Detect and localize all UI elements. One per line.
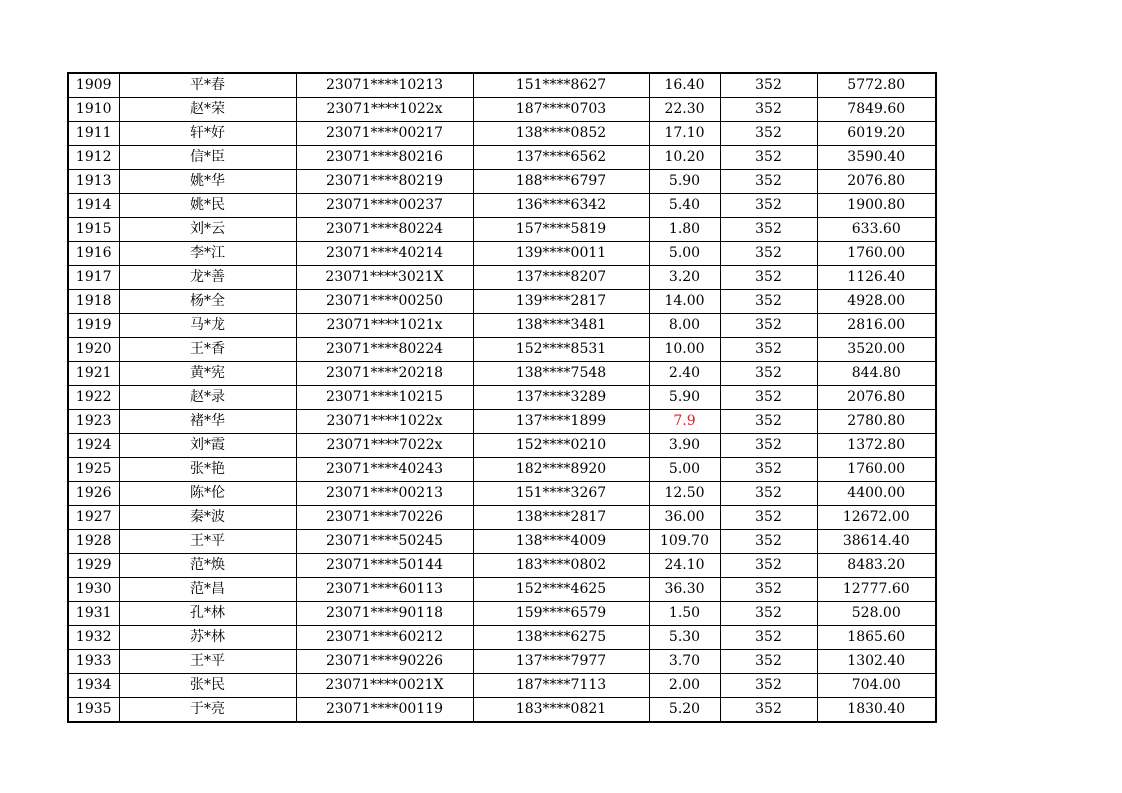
phone-cell: 138****4009 — [473, 530, 649, 554]
amount-cell: 1126.40 — [817, 266, 936, 290]
area-cell: 36.30 — [649, 578, 720, 602]
rate-cell: 352 — [720, 578, 817, 602]
area-cell: 3.20 — [649, 266, 720, 290]
row-number-cell: 1920 — [68, 338, 119, 362]
table-row — [68, 73, 936, 98]
rate-cell: 352 — [720, 530, 817, 554]
row-number-cell: 1925 — [68, 458, 119, 482]
table-row — [68, 650, 936, 674]
phone-cell: 187****0703 — [473, 98, 649, 122]
name-cell: 姚*华 — [119, 170, 296, 194]
row-number-cell: 1930 — [68, 578, 119, 602]
area-cell: 2.00 — [649, 674, 720, 698]
row-number-cell: 1910 — [68, 98, 119, 122]
name-cell: 平*春 — [119, 73, 296, 98]
amount-cell: 2076.80 — [817, 170, 936, 194]
phone-cell: 137****1899 — [473, 410, 649, 434]
rate-cell: 352 — [720, 650, 817, 674]
id-number-cell: 23071****1021x — [296, 314, 473, 338]
amount-cell: 2816.00 — [817, 314, 936, 338]
amount-cell: 1760.00 — [817, 458, 936, 482]
table-row — [68, 98, 936, 122]
row-number-cell: 1923 — [68, 410, 119, 434]
name-cell: 张*艳 — [119, 458, 296, 482]
id-number-cell: 23071****50144 — [296, 554, 473, 578]
rate-cell: 352 — [720, 122, 817, 146]
name-cell: 张*民 — [119, 674, 296, 698]
rate-cell: 352 — [720, 362, 817, 386]
row-number-cell: 1909 — [68, 73, 119, 98]
id-number-cell: 23071****90118 — [296, 602, 473, 626]
rate-cell: 352 — [720, 290, 817, 314]
table-row — [68, 266, 936, 290]
phone-cell: 138****3481 — [473, 314, 649, 338]
amount-cell: 38614.40 — [817, 530, 936, 554]
table-row — [68, 506, 936, 530]
row-number-cell: 1918 — [68, 290, 119, 314]
table-row — [68, 338, 936, 362]
area-cell: 5.00 — [649, 242, 720, 266]
row-number-cell: 1927 — [68, 506, 119, 530]
phone-cell: 183****0821 — [473, 698, 649, 723]
name-cell: 苏*林 — [119, 626, 296, 650]
area-cell: 5.30 — [649, 626, 720, 650]
amount-cell: 1900.80 — [817, 194, 936, 218]
name-cell: 轩*好 — [119, 122, 296, 146]
row-number-cell: 1917 — [68, 266, 119, 290]
area-cell: 8.00 — [649, 314, 720, 338]
amount-cell: 633.60 — [817, 218, 936, 242]
amount-cell: 844.80 — [817, 362, 936, 386]
area-cell: 2.40 — [649, 362, 720, 386]
table-body — [68, 73, 936, 722]
row-number-cell: 1921 — [68, 362, 119, 386]
name-cell: 赵*录 — [119, 386, 296, 410]
id-number-cell: 23071****80219 — [296, 170, 473, 194]
rate-cell: 352 — [720, 482, 817, 506]
amount-cell: 2780.80 — [817, 410, 936, 434]
rate-cell: 352 — [720, 506, 817, 530]
name-cell: 马*龙 — [119, 314, 296, 338]
name-cell: 杨*全 — [119, 290, 296, 314]
table-row — [68, 698, 936, 723]
phone-cell: 137****3289 — [473, 386, 649, 410]
area-cell: 16.40 — [649, 73, 720, 98]
phone-cell: 139****2817 — [473, 290, 649, 314]
name-cell: 秦*波 — [119, 506, 296, 530]
phone-cell: 137****6562 — [473, 146, 649, 170]
name-cell: 姚*民 — [119, 194, 296, 218]
area-cell: 22.30 — [649, 98, 720, 122]
row-number-cell: 1924 — [68, 434, 119, 458]
table-row — [68, 578, 936, 602]
row-number-cell: 1934 — [68, 674, 119, 698]
id-number-cell: 23071****00237 — [296, 194, 473, 218]
phone-cell: 138****0852 — [473, 122, 649, 146]
amount-cell: 6019.20 — [817, 122, 936, 146]
name-cell: 褚*华 — [119, 410, 296, 434]
name-cell: 王*香 — [119, 338, 296, 362]
id-number-cell: 23071****90226 — [296, 650, 473, 674]
area-cell: 3.90 — [649, 434, 720, 458]
phone-cell: 138****6275 — [473, 626, 649, 650]
id-number-cell: 23071****40243 — [296, 458, 473, 482]
id-number-cell: 23071****1022x — [296, 98, 473, 122]
rate-cell: 352 — [720, 602, 817, 626]
id-number-cell: 23071****10213 — [296, 73, 473, 98]
id-number-cell: 23071****00250 — [296, 290, 473, 314]
amount-cell: 8483.20 — [817, 554, 936, 578]
area-cell: 10.00 — [649, 338, 720, 362]
table-row — [68, 314, 936, 338]
id-number-cell: 23071****10215 — [296, 386, 473, 410]
phone-cell: 136****6342 — [473, 194, 649, 218]
amount-cell: 528.00 — [817, 602, 936, 626]
id-number-cell: 23071****70226 — [296, 506, 473, 530]
table-row — [68, 434, 936, 458]
row-number-cell: 1916 — [68, 242, 119, 266]
area-cell: 5.00 — [649, 458, 720, 482]
table-row — [68, 146, 936, 170]
name-cell: 龙*善 — [119, 266, 296, 290]
table-row — [68, 122, 936, 146]
amount-cell: 4400.00 — [817, 482, 936, 506]
table-row — [68, 218, 936, 242]
rate-cell: 352 — [720, 73, 817, 98]
id-number-cell: 23071****1022x — [296, 410, 473, 434]
rate-cell: 352 — [720, 410, 817, 434]
phone-cell: 137****8207 — [473, 266, 649, 290]
phone-cell: 182****8920 — [473, 458, 649, 482]
table-row — [68, 410, 936, 434]
area-cell: 5.90 — [649, 386, 720, 410]
name-cell: 王*平 — [119, 650, 296, 674]
amount-cell: 1760.00 — [817, 242, 936, 266]
amount-cell: 704.00 — [817, 674, 936, 698]
table-row — [68, 482, 936, 506]
area-cell: 5.20 — [649, 698, 720, 723]
table-row — [68, 626, 936, 650]
rate-cell: 352 — [720, 170, 817, 194]
rate-cell: 352 — [720, 554, 817, 578]
phone-cell: 159****6579 — [473, 602, 649, 626]
area-cell: 1.50 — [649, 602, 720, 626]
rate-cell: 352 — [720, 242, 817, 266]
phone-cell: 138****2817 — [473, 506, 649, 530]
table-row — [68, 530, 936, 554]
phone-cell: 183****0802 — [473, 554, 649, 578]
id-number-cell: 23071****60212 — [296, 626, 473, 650]
name-cell: 黄*宪 — [119, 362, 296, 386]
id-number-cell: 23071****20218 — [296, 362, 473, 386]
area-cell: 5.90 — [649, 170, 720, 194]
area-cell: 3.70 — [649, 650, 720, 674]
rate-cell: 352 — [720, 146, 817, 170]
area-cell: 36.00 — [649, 506, 720, 530]
name-cell: 范*昌 — [119, 578, 296, 602]
phone-cell: 188****6797 — [473, 170, 649, 194]
row-number-cell: 1935 — [68, 698, 119, 723]
rate-cell: 352 — [720, 266, 817, 290]
amount-cell: 3590.40 — [817, 146, 936, 170]
row-number-cell: 1914 — [68, 194, 119, 218]
phone-cell: 137****7977 — [473, 650, 649, 674]
phone-cell: 152****0210 — [473, 434, 649, 458]
name-cell: 于*亮 — [119, 698, 296, 723]
row-number-cell: 1928 — [68, 530, 119, 554]
rate-cell: 352 — [720, 386, 817, 410]
name-cell: 陈*伦 — [119, 482, 296, 506]
row-number-cell: 1932 — [68, 626, 119, 650]
rate-cell: 352 — [720, 218, 817, 242]
area-cell: 1.80 — [649, 218, 720, 242]
table-row — [68, 674, 936, 698]
phone-cell: 151****3267 — [473, 482, 649, 506]
table-row — [68, 170, 936, 194]
area-cell: 17.10 — [649, 122, 720, 146]
phone-cell: 138****7548 — [473, 362, 649, 386]
name-cell: 王*平 — [119, 530, 296, 554]
row-number-cell: 1911 — [68, 122, 119, 146]
table-row — [68, 458, 936, 482]
id-number-cell: 23071****50245 — [296, 530, 473, 554]
area-cell: 5.40 — [649, 194, 720, 218]
table-row — [68, 362, 936, 386]
data-table — [67, 72, 937, 723]
id-number-cell: 23071****3021X — [296, 266, 473, 290]
name-cell: 刘*云 — [119, 218, 296, 242]
area-cell: 109.70 — [649, 530, 720, 554]
table-row — [68, 194, 936, 218]
phone-cell: 152****8531 — [473, 338, 649, 362]
id-number-cell: 23071****00217 — [296, 122, 473, 146]
rate-cell: 352 — [720, 314, 817, 338]
phone-cell: 157****5819 — [473, 218, 649, 242]
row-number-cell: 1912 — [68, 146, 119, 170]
table-row — [68, 242, 936, 266]
rate-cell: 352 — [720, 626, 817, 650]
table-row — [68, 386, 936, 410]
area-cell: 10.20 — [649, 146, 720, 170]
id-number-cell: 23071****60113 — [296, 578, 473, 602]
area-cell: 12.50 — [649, 482, 720, 506]
id-number-cell: 23071****40214 — [296, 242, 473, 266]
id-number-cell: 23071****80224 — [296, 218, 473, 242]
rate-cell: 352 — [720, 674, 817, 698]
name-cell: 范*焕 — [119, 554, 296, 578]
rate-cell: 352 — [720, 698, 817, 723]
amount-cell: 1372.80 — [817, 434, 936, 458]
row-number-cell: 1929 — [68, 554, 119, 578]
row-number-cell: 1913 — [68, 170, 119, 194]
row-number-cell: 1915 — [68, 218, 119, 242]
phone-cell: 139****0011 — [473, 242, 649, 266]
amount-cell: 12672.00 — [817, 506, 936, 530]
name-cell: 赵*荣 — [119, 98, 296, 122]
row-number-cell: 1933 — [68, 650, 119, 674]
phone-cell: 152****4625 — [473, 578, 649, 602]
rate-cell: 352 — [720, 338, 817, 362]
id-number-cell: 23071****80224 — [296, 338, 473, 362]
rate-cell: 352 — [720, 98, 817, 122]
row-number-cell: 1931 — [68, 602, 119, 626]
id-number-cell: 23071****00119 — [296, 698, 473, 723]
amount-cell: 2076.80 — [817, 386, 936, 410]
name-cell: 李*江 — [119, 242, 296, 266]
rate-cell: 352 — [720, 194, 817, 218]
amount-cell: 3520.00 — [817, 338, 936, 362]
name-cell: 信*臣 — [119, 146, 296, 170]
row-number-cell: 1919 — [68, 314, 119, 338]
amount-cell: 4928.00 — [817, 290, 936, 314]
amount-cell: 7849.60 — [817, 98, 936, 122]
row-number-cell: 1922 — [68, 386, 119, 410]
amount-cell: 1865.60 — [817, 626, 936, 650]
name-cell: 刘*霞 — [119, 434, 296, 458]
phone-cell: 151****8627 — [473, 73, 649, 98]
phone-cell: 187****7113 — [473, 674, 649, 698]
area-cell: 7.9 — [649, 410, 720, 434]
amount-cell: 12777.60 — [817, 578, 936, 602]
row-number-cell: 1926 — [68, 482, 119, 506]
name-cell: 孔*林 — [119, 602, 296, 626]
id-number-cell: 23071****80216 — [296, 146, 473, 170]
rate-cell: 352 — [720, 434, 817, 458]
amount-cell: 1830.40 — [817, 698, 936, 723]
table-row — [68, 554, 936, 578]
table-row — [68, 602, 936, 626]
table-row — [68, 290, 936, 314]
area-cell: 24.10 — [649, 554, 720, 578]
id-number-cell: 23071****7022x — [296, 434, 473, 458]
amount-cell: 5772.80 — [817, 73, 936, 98]
id-number-cell: 23071****00213 — [296, 482, 473, 506]
area-cell: 14.00 — [649, 290, 720, 314]
id-number-cell: 23071****0021X — [296, 674, 473, 698]
rate-cell: 352 — [720, 458, 817, 482]
amount-cell: 1302.40 — [817, 650, 936, 674]
